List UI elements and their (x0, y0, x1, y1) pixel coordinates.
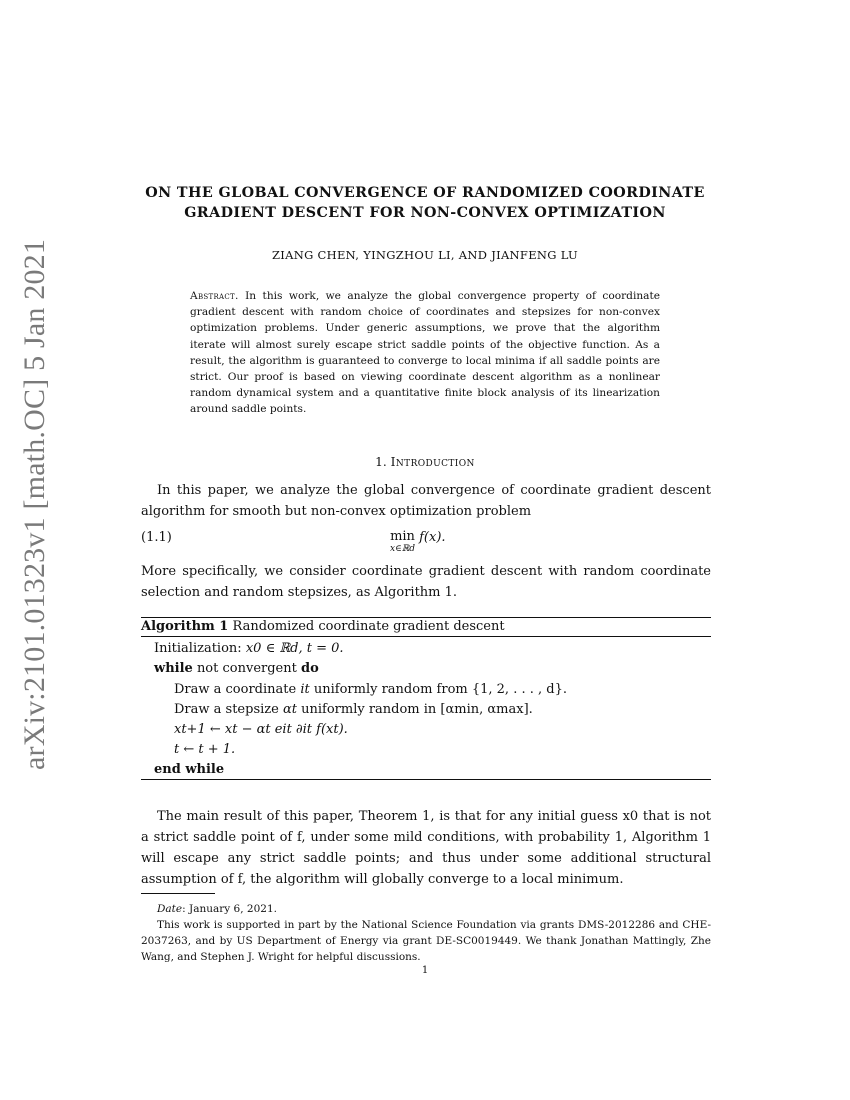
algorithm-init-prefix: Initialization: (154, 641, 242, 656)
footnote-date-label: Date (157, 903, 183, 915)
section-number: 1. (375, 455, 387, 469)
arxiv-side-stamp (12, 238, 58, 770)
algorithm-label: Algorithm 1 (141, 619, 229, 634)
algorithm-step-2-text: Draw a stepsize (174, 702, 279, 717)
footnote-support-text: This work is supported in part by the National Science Foundation via grants DMS-2012286 and CHE-2037263, and by US Department of Energy via grant DE-SC0019449. We thank Jonathan Mattingly, Zhe Wang, and Stephen J. Wright for helpful discussions. (141, 919, 711, 963)
algorithm-step-2-math: αt (282, 702, 297, 717)
intro-paragraph-2-text: More specifically, we consider coordinate gradient descent with random coordinate selection and random stepsizes, as Algorithm 1. (141, 564, 711, 600)
equation-function: f(x). (419, 530, 446, 545)
algorithm-init-math: x0 ∈ ℝd, t = 0. (245, 641, 344, 656)
algorithm-end-while (154, 762, 224, 777)
intro-paragraph-2 (141, 561, 711, 603)
section-title: Introduction (390, 455, 475, 469)
section-heading (120, 455, 730, 469)
algorithm-step-3: xt+1 ← xt − αt eit ∂it f(xt). (174, 722, 348, 737)
equation-label: (1.1) (141, 530, 172, 545)
intro-paragraph-1-text: In this paper, we analyze the global convergence of coordinate gradient descent algorithm for smooth but non-convex optimization problem (141, 483, 711, 519)
equation-subscript: x∈ℝd (390, 544, 415, 554)
main-result-paragraph (141, 806, 711, 890)
keyword-while: while (154, 661, 193, 676)
footnote-rule (141, 893, 215, 894)
main-result-text: The main result of this paper, Theorem 1, is that for any initial guess x0 that is not a strict saddle point of f, under some mild conditions, with probability 1, Algorithm 1 will escape any strict saddle points; and thus under some additional structural assumption of f, the algorithm will globally converge to a local minimum. (141, 809, 711, 887)
intro-paragraph-1 (141, 480, 711, 522)
equation-body (390, 530, 446, 554)
equation-op: min (390, 529, 415, 544)
abstract-text: In this work, we analyze the global convergence property of coordinate gradient descent with random choice of coordinates and stepsizes for non-convex optimization problems. Under generic assumptions, we prove that the algorithm iterate will almost surely escape strict saddle points of the objective function. As a result, the algorithm is guaranteed to converge to local minima if all saddle points are strict. Our proof is based on viewing coordinate descent algorithm as a nonlinear random dynamical system and a quantitative finite block analysis of its linearization around saddle points. (190, 290, 660, 416)
algorithm-step-2 (174, 702, 533, 717)
algorithm-init (154, 641, 344, 656)
algorithm-step-4: t ← t + 1. (174, 742, 236, 757)
footnote-date (141, 901, 711, 917)
footnote-support (141, 917, 711, 965)
keyword-end-while: end while (154, 762, 225, 777)
page-number: 1 (421, 965, 429, 976)
keyword-do: do (300, 661, 319, 676)
title-line-2: GRADIENT DESCENT FOR NON-CONVEX OPTIMIZATION (184, 205, 666, 221)
algorithm-step-1-tail: uniformly random from {1, 2, . . . , d}. (313, 682, 567, 697)
arxiv-identifier: arXiv:2101.01323v1 [math.OC] 5 Jan 2021 (18, 238, 51, 770)
footnote-date-value: : January 6, 2021. (182, 903, 277, 915)
algorithm-step-1-math: it (300, 682, 310, 697)
author-list: ZIANG CHEN, YINGZHOU LI, AND JIANFENG LU (271, 248, 578, 262)
algorithm-while-cond: not convergent (196, 661, 297, 676)
algorithm-caption-text: Randomized coordinate gradient descent (232, 619, 505, 634)
equation-min-operator (390, 530, 415, 554)
algorithm-while (154, 661, 319, 676)
algorithm-step-1-text: Draw a coordinate (174, 682, 297, 697)
algorithm-caption (141, 619, 505, 634)
abstract-label: Abstract. (190, 290, 239, 302)
abstract (190, 288, 660, 418)
algorithm-mid-rule (141, 636, 711, 637)
title-line-1: ON THE GLOBAL CONVERGENCE OF RANDOMIZED COORDINATE (145, 185, 705, 201)
algorithm-bottom-rule (141, 779, 711, 780)
paper-title (120, 183, 730, 223)
algorithm-step-2-tail: uniformly random in [αmin, αmax]. (301, 702, 533, 717)
algorithm-step-1 (174, 682, 567, 697)
